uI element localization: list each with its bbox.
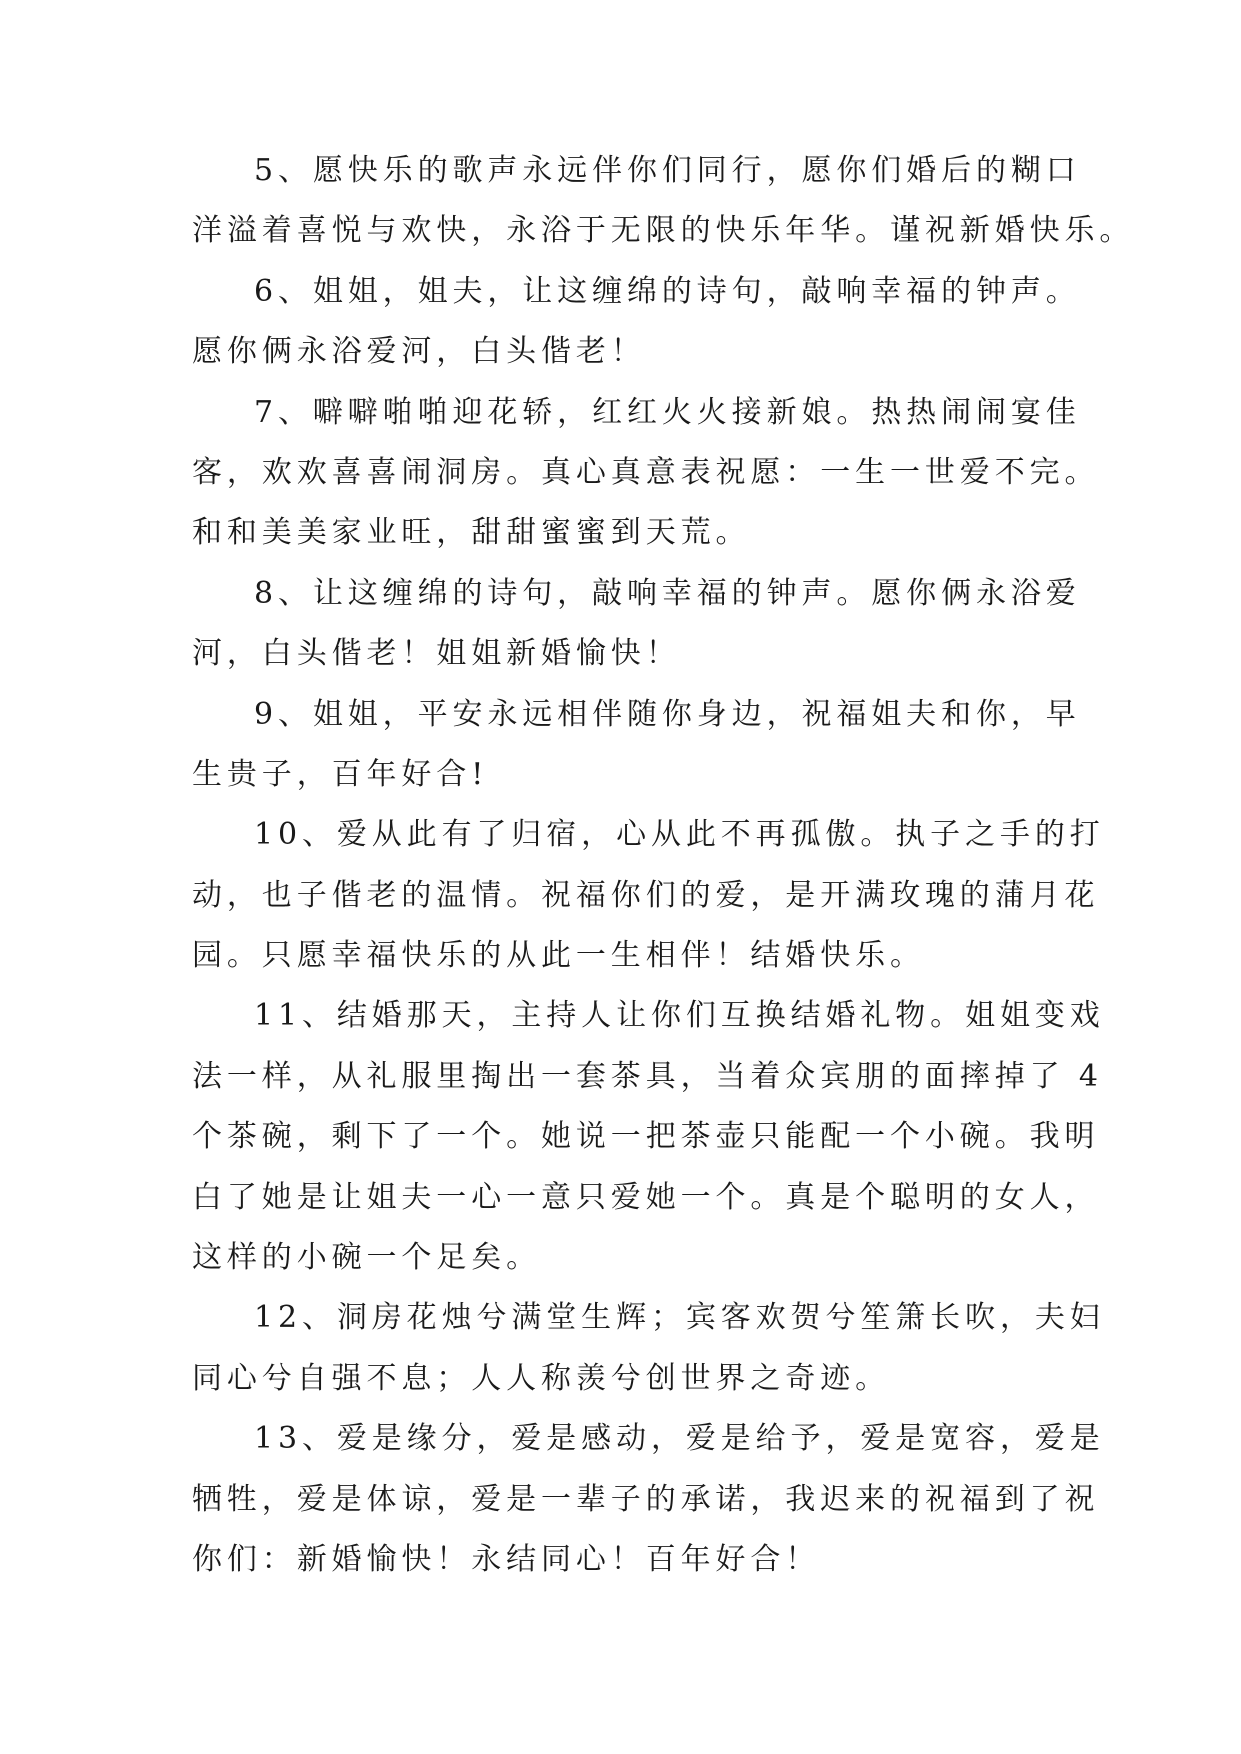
paragraph-11-line-3: 个茶碗，剩下了一个。她说一把茶壶只能配一个小碗。我明 (192, 1119, 1100, 1155)
paragraph-9-line-2: 生贵子，百年好合! (192, 756, 489, 792)
paragraph-6-line-2: 愿你俩永浴爱河，白头偕老！ (192, 334, 646, 370)
paragraph-6-line-1: 6、姐姐，姐夫，让这缠绵的诗句，敲响幸福的钟声。 (254, 273, 1081, 309)
paragraph-11-line-1: 11、结婚那天，主持人让你们互换结婚礼物。姐姐变戏 (254, 998, 1105, 1034)
paragraph-8-line-1: 8、让这缠绵的诗句，敲响幸福的钟声。愿你俩永浴爱 (254, 575, 1081, 611)
paragraph-8-line-2: 河，白头偕老！姐姐新婚愉快！ (192, 636, 681, 672)
paragraph-10-line-2: 动，也子偕老的温情。祝福你们的爱，是开满玫瑰的蒲月花 (192, 877, 1100, 913)
paragraph-9-line-1: 9、姐姐，平安永远相伴随你身边，祝福姐夫和你，早 (254, 696, 1081, 732)
paragraph-12-line-1: 12、洞房花烛兮满堂生辉；宾客欢贺兮笙箫长吹，夫妇 (254, 1300, 1105, 1336)
paragraph-7-line-1: 7、噼噼啪啪迎花轿，红红火火接新娘。热热闹闹宴佳 (254, 394, 1081, 430)
document-body (192, 153, 1135, 1605)
paragraph-10-line-1: 10、爱从此有了归宿，心从此不再孤傲。执子之手的打 (254, 817, 1105, 853)
paragraph-11-line-2: 法一样，从礼服里掏出一套茶具，当着众宾朋的面摔掉了 4 (192, 1058, 1103, 1094)
paragraph-11-line-4: 白了她是让姐夫一心一意只爱她一个。真是个聪明的女人， (192, 1179, 1100, 1215)
paragraph-12-line-2: 同心兮自强不息；人人称羡兮创世界之奇迹。 (192, 1360, 890, 1396)
paragraph-13-line-2: 牺牲，爱是体谅，爱是一辈子的承诺，我迟来的祝福到了祝 (192, 1481, 1100, 1517)
paragraph-5-line-2: 洋溢着喜悦与欢快，永浴于无限的快乐年华。谨祝新婚快乐。 (192, 213, 1135, 249)
paragraph-11-line-5: 这样的小碗一个足矣。 (192, 1240, 541, 1276)
paragraph-7-line-3: 和和美美家业旺，甜甜蜜蜜到天荒。 (192, 515, 751, 551)
paragraph-13-line-3: 你们：新婚愉快！永结同心！百年好合！ (192, 1541, 821, 1577)
paragraph-5-line-1: 5、愿快乐的歌声永远伴你们同行，愿你们婚后的糊口 (254, 153, 1081, 188)
paragraph-13-line-1: 13、爱是缘分，爱是感动，爱是给予，爱是宽容，爱是 (254, 1421, 1105, 1457)
paragraph-7-line-2: 客，欢欢喜喜闹洞房。真心真意表祝愿：一生一世爱不完。 (192, 454, 1100, 490)
paragraph-10-line-3: 园。只愿幸福快乐的从此一生相伴！结婚快乐。 (192, 938, 925, 974)
